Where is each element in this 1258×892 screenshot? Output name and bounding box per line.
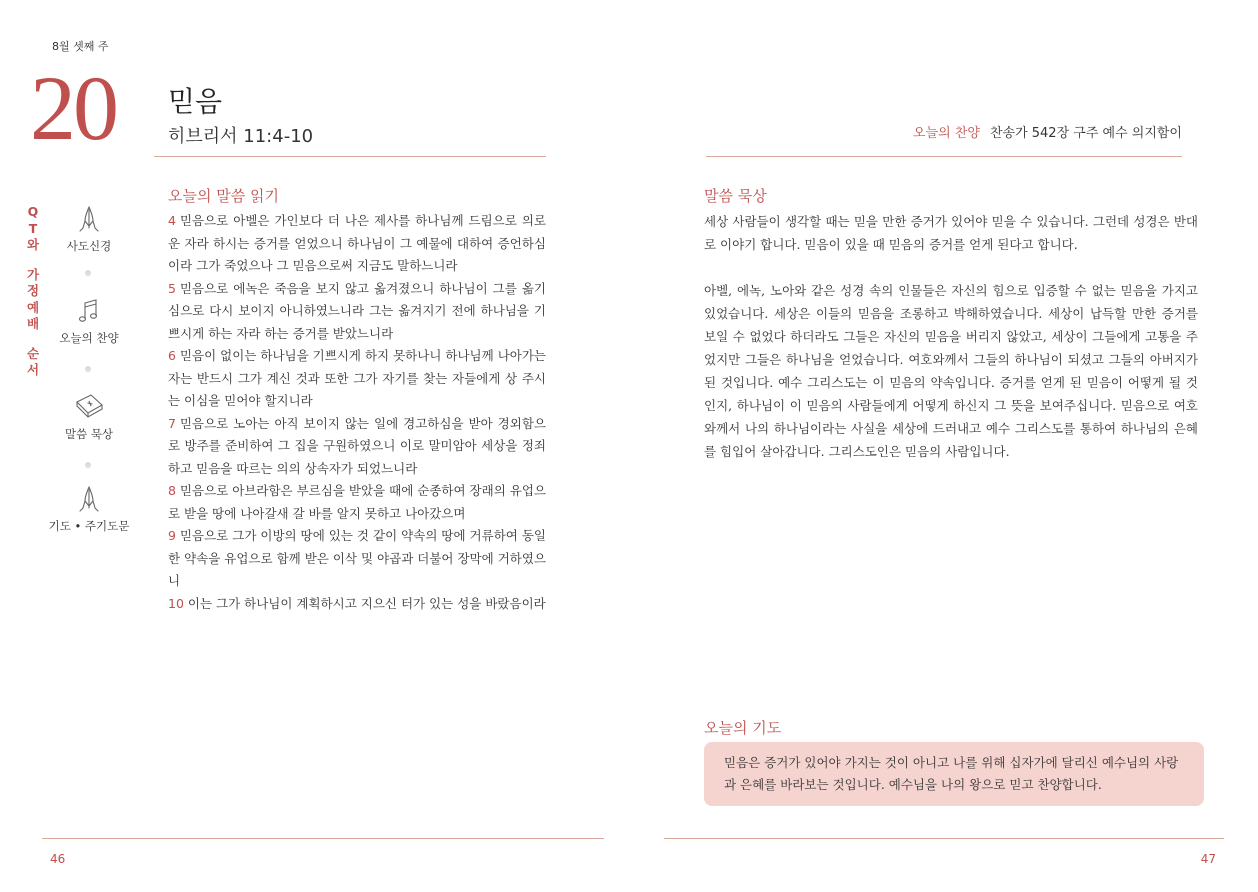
vertical-char: Q	[27, 204, 39, 219]
verse-text: 믿음으로 노아는 아직 보이지 않는 일에 경고하심을 받아 경외함으로 방주를 준비하여 그 집을 구원하였으니 이로 말미암아 세상을 정죄하고 믿음을 따르는 의의 상속자가 되었느니라	[168, 415, 546, 476]
verse-number: 5	[168, 280, 176, 296]
vertical-char: 배	[26, 316, 40, 331]
scripture-reference: 히브리서 11:4-10	[168, 126, 314, 147]
day-number: 20	[30, 57, 116, 159]
nav-prayer[interactable]	[44, 484, 134, 534]
page-number-left: 46	[50, 852, 66, 866]
verse-number: 9	[168, 528, 176, 543]
vertical-label	[24, 204, 42, 379]
meditation-body	[704, 210, 1198, 486]
meditation-paragraph: 아벨, 에녹, 노아와 같은 성경 속의 인물들은 자신의 힘으로 입증할 수 없는 믿음을 가지고 있었습니다. 세상은 이들의 믿음을 조롱하고 박해하였습니다. 세상이 납득할 만한 증거를 보일 수 없었다 하더라도 그들은 자신의 믿음을 버리지 않았고, 세상이 그들에게 고통을 주었지만 그들은 하나님을 얻었습니다. 여호와께서 그들의 하나님이 되셨고 그들의 아버지가 된 것입니다. 예수 그리스도는 이 믿음의 약속입니다. 증거를 얻게 된 믿음이 어떻게 될 것인지, 하나님이 이 믿음의 사람들에게 어떻게 하신지 그 뜻을 보여주십니다. 믿음으로 여호와께서 나의 하나님이라는 사실을 세상에 드러내고 예수 그리스도를 통하여 하나님의 은혜를 힘입어 살아갑니다. 그리스도인은 믿음의 사람입니다.	[704, 283, 1198, 459]
verse-number: 8	[168, 483, 176, 498]
page-title: 믿음	[168, 85, 223, 118]
nav-word-meditation[interactable]	[44, 390, 134, 442]
footer-divider-left	[42, 838, 604, 839]
nav-apostles-creed[interactable]	[44, 204, 134, 254]
verse	[168, 480, 546, 525]
verse-number: 4	[168, 213, 176, 228]
week-label: 8월 셋째 주	[52, 40, 109, 53]
meditation-paragraph: 세상 사람들이 생각할 때는 믿을 만한 증거가 있어야 믿을 수 있습니다. 그런데 성경은 반대로 이야기 합니다. 믿음이 있을 때 믿음의 증거를 얻게 된다고 합니다.	[704, 214, 1198, 252]
prayer-box: 믿음은 증거가 있어야 가지는 것이 아니고 나를 위해 십자가에 달리신 예수님의 사랑과 은혜를 바라보는 것입니다. 예수님을 나의 왕으로 믿고 찬양합니다.	[704, 742, 1204, 806]
verse-number: 10	[168, 595, 184, 611]
verse	[168, 525, 546, 593]
verse-text: 이는 그가 하나님이 계획하시고 지으신 터가 있는 성을 바랐음이라	[187, 595, 546, 611]
verse-number: 6	[168, 348, 176, 363]
nav-label: 오늘의 찬양	[59, 331, 119, 345]
verse-text: 믿음으로 에녹은 죽음을 보지 않고 옮겨졌으니 하나님이 그를 옮기심으로 다시 보이지 아니하였느니라 그는 옮겨지기 전에 하나님을 기쁘시게 하는 자라 하는 증거를 받았느니라	[168, 280, 546, 341]
vertical-char: 순	[26, 345, 40, 361]
vertical-char: 가	[26, 266, 40, 282]
vertical-char: 서	[26, 362, 40, 377]
meditation-heading: 말씀 묵상	[704, 187, 767, 205]
verse-text: 믿음이 없이는 하나님을 기쁘시게 하지 못하나니 하나님께 나아가는 자는 반드시 그가 계신 것과 또한 그가 자기를 찾는 자들에게 상 주시는 이심을 믿어야 할지니라	[168, 348, 546, 408]
nav-todays-praise[interactable]	[44, 296, 134, 346]
prayer-heading: 오늘의 기도	[704, 719, 782, 737]
praise-label: 오늘의 찬양	[913, 126, 980, 141]
bible-icon	[73, 390, 105, 422]
vertical-char: 와	[26, 237, 40, 252]
verse-text: 믿음으로 그가 이방의 땅에 있는 것 같이 약속의 땅에 거류하여 동일한 약속을 유업으로 함께 받은 이삭 및 야곱과 더불어 장막에 거하였으니	[168, 528, 546, 588]
footer-divider-right	[664, 838, 1224, 839]
header-divider-left	[154, 156, 546, 157]
verse-number: 7	[168, 415, 176, 431]
verse	[168, 413, 546, 481]
vertical-char: 예	[26, 299, 40, 315]
praying-hands-icon	[74, 484, 104, 514]
nav-separator-dot	[85, 270, 91, 276]
verse	[168, 278, 546, 346]
nav-label: 사도신경	[66, 239, 112, 253]
verse-text: 믿음으로 아벨은 가인보다 더 나은 제사를 하나님께 드림으로 의로운 자라 하시는 증거를 얻었으니 하나님이 그 예물에 대하여 증언하심이라 그가 죽었으나 그 믿음으로써 지금도 말하느니라	[168, 213, 546, 273]
nav-separator-dot	[85, 366, 91, 372]
scripture-reading	[168, 210, 546, 615]
header-divider-right	[706, 156, 1182, 157]
praise-hymn: 찬송가 542장 구주 예수 의지함이	[989, 126, 1182, 141]
vertical-char: 정	[26, 283, 40, 298]
verse	[168, 210, 546, 278]
music-note-icon	[74, 296, 104, 326]
todays-praise	[913, 122, 1182, 141]
verse	[168, 345, 546, 413]
nav-label: 기도 • 주기도문	[48, 519, 130, 533]
page-number-right: 47	[1200, 852, 1216, 866]
verse-text: 믿음으로 아브라함은 부르심을 받았을 때에 순종하여 장래의 유업으로 받을 땅에 나아갈새 갈 바를 알지 못하고 나아갔으며	[168, 483, 546, 521]
reading-heading: 오늘의 말씀 읽기	[168, 187, 279, 205]
verse	[168, 593, 546, 616]
nav-separator-dot	[85, 462, 91, 468]
praying-hands-icon	[74, 204, 104, 234]
nav-label: 말씀 묵상	[64, 427, 114, 441]
vertical-char: T	[28, 220, 38, 236]
